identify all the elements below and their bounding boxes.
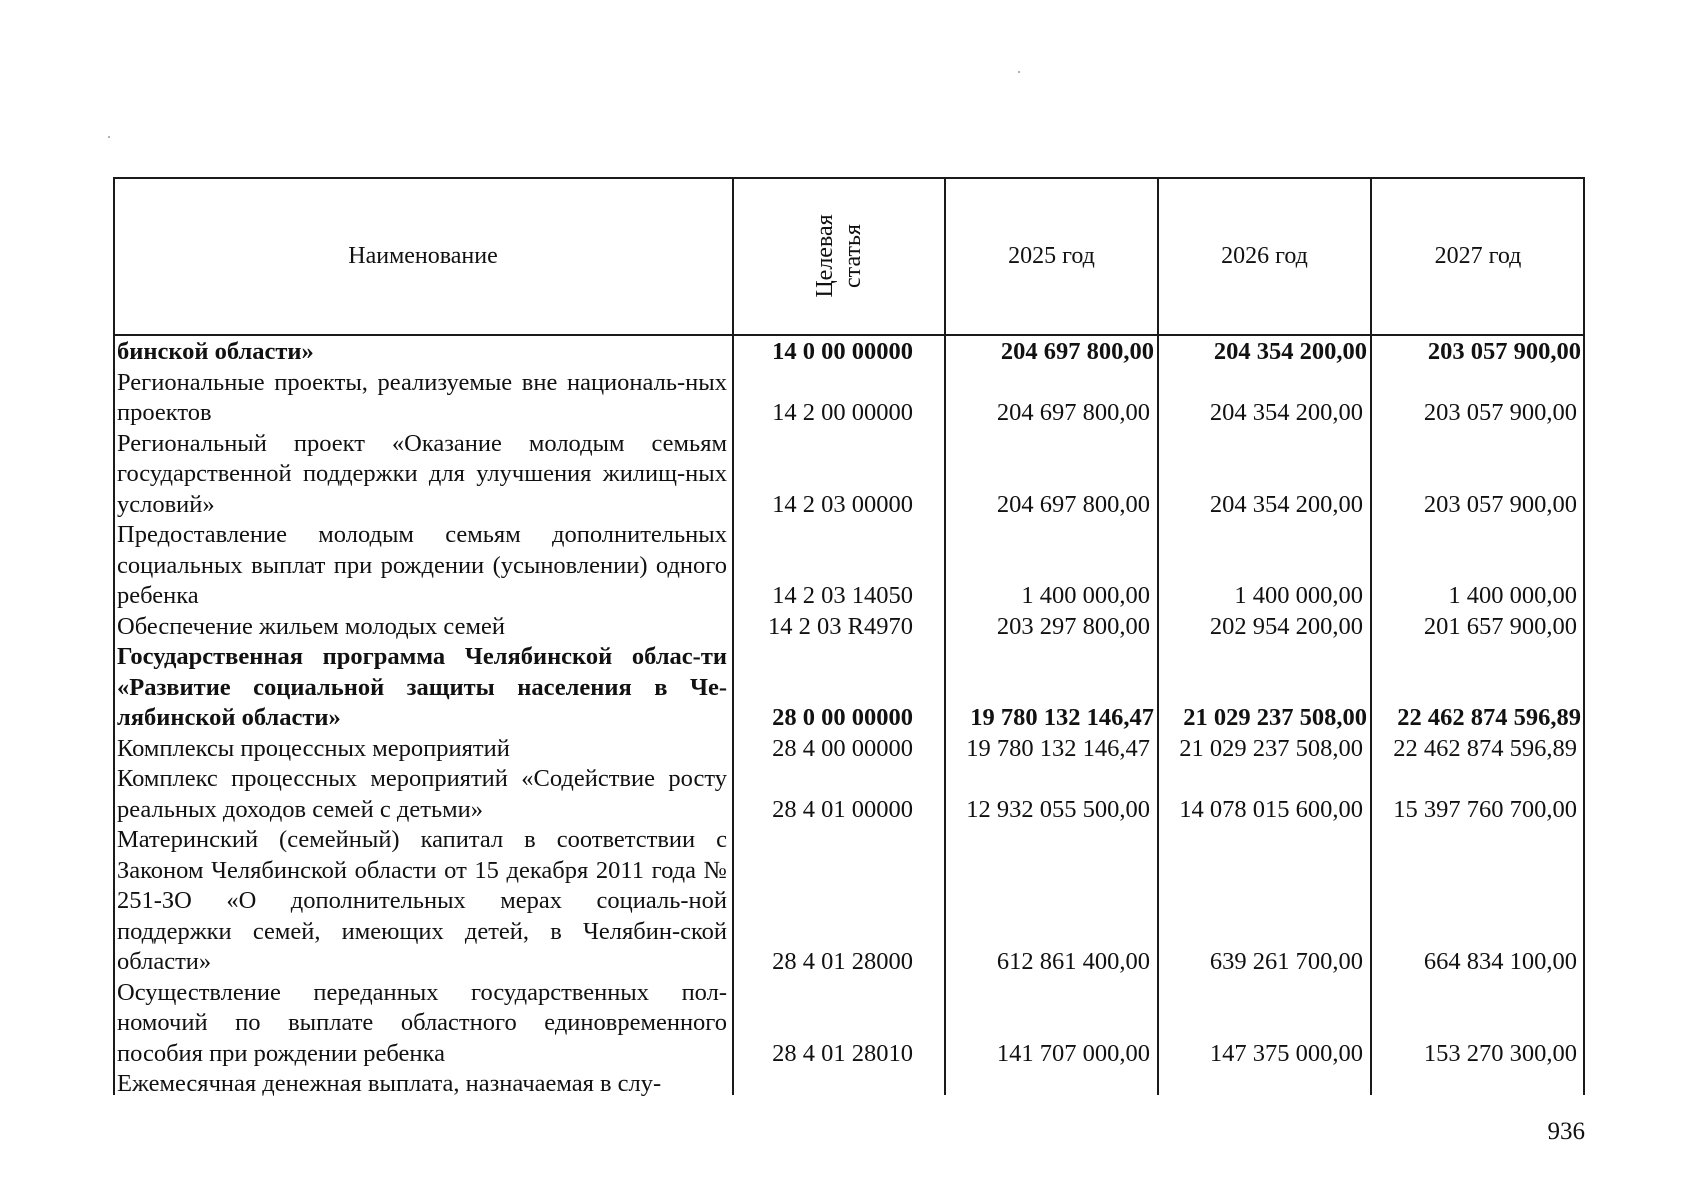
- row-value-2027: 203 057 900,00: [1423, 399, 1577, 426]
- row-name: Материнский (семейный) капитал в соответствии с Законом Челябинской области от 15 декабря 2011 года № 251-ЗО «О дополнительных мерах социаль-ной поддержки семей, имеющих детей, в Челябин-ской области»: [117, 826, 727, 975]
- row-value-2025: 204 697 800,00: [1000, 338, 1154, 365]
- row-name: Региональные проекты, реализуемые вне националь-ных проектов: [117, 368, 727, 426]
- row-value-2025: 203 297 800,00: [996, 612, 1150, 640]
- row-value-2025: 12 932 055 500,00: [966, 795, 1150, 823]
- row-value-2025: 612 861 400,00: [996, 948, 1150, 975]
- row-value-2026: 204 354 200,00: [1209, 399, 1363, 426]
- header-2026: [1158, 177, 1371, 335]
- header-2025: [945, 177, 1158, 335]
- table-row: [113, 734, 1585, 765]
- table-row: [113, 429, 1585, 521]
- row-name: Предоставление молодым семьям дополнительных социальных выплат при рождении (усыновлении) одного ребенка: [117, 521, 727, 609]
- header-target-line2: статья: [840, 224, 866, 288]
- row-name: Государственная программа Челябинской облас-ти «Развитие социальной защиты населения в Че-лябинской области»: [117, 643, 727, 731]
- row-value-2027: 201 657 900,00: [1423, 612, 1577, 640]
- row-value-2026: 21 029 237 508,00: [1183, 704, 1367, 731]
- scan-speck: [108, 136, 110, 138]
- header-target-article: [733, 177, 945, 335]
- row-value-2026: 639 261 700,00: [1209, 948, 1363, 975]
- row-name: Комплекс процессных мероприятий «Содействие росту реальных доходов семей с детьми»: [117, 765, 727, 823]
- header-target-article-label: [811, 214, 867, 297]
- row-name: Комплексы процессных мероприятий: [117, 734, 510, 762]
- header-name: [113, 177, 733, 335]
- header-2027: [1371, 177, 1585, 335]
- row-value-2027: 1 400 000,00: [1448, 582, 1577, 609]
- row-value-2027: 203 057 900,00: [1427, 338, 1581, 365]
- row-value-2026: 204 354 200,00: [1209, 490, 1363, 518]
- row-value-2027: 203 057 900,00: [1423, 490, 1577, 518]
- row-value-2026: 14 078 015 600,00: [1179, 795, 1363, 823]
- table-row: [113, 642, 1585, 734]
- table-row: [113, 1069, 1585, 1100]
- table-row: [113, 612, 1585, 643]
- row-name: Региональный проект «Оказание молодым семьям государственной поддержки для улучшения жилищ-ных условий»: [117, 429, 727, 518]
- row-value-2025: 19 780 132 146,47: [966, 734, 1150, 762]
- row-value-2027: 22 462 874 596,89: [1397, 704, 1581, 731]
- row-value-2027: 153 270 300,00: [1423, 1039, 1577, 1067]
- row-value-2025: [945, 1069, 1158, 1100]
- row-code: 14 0 00 00000: [772, 338, 913, 365]
- row-value-2025: 204 697 800,00: [996, 399, 1150, 426]
- row-value-2027: 22 462 874 596,89: [1393, 734, 1577, 762]
- table-body: [113, 337, 1585, 1100]
- row-name: Осуществление переданных государственных пол-номочий по выплате областного единовременного пособия при рождении ребенка: [117, 978, 727, 1067]
- table-row: [113, 337, 1585, 368]
- row-code: 28 4 01 28000: [772, 948, 913, 975]
- header-name-label: Наименование: [348, 242, 498, 269]
- table-row: [113, 520, 1585, 612]
- row-code: 14 2 03 14050: [772, 582, 913, 609]
- header-2025-label: 2025 год: [1008, 242, 1095, 269]
- table-row: [113, 825, 1585, 978]
- header-2027-label: 2027 год: [1434, 242, 1522, 269]
- header-target-line1: Целевая: [812, 214, 838, 298]
- row-code: 28 0 00 00000: [772, 704, 913, 731]
- row-value-2026: 21 029 237 508,00: [1179, 734, 1363, 762]
- row-code: [733, 1069, 945, 1100]
- row-name: бинской области»: [117, 338, 314, 365]
- row-value-2026: 202 954 200,00: [1209, 612, 1363, 640]
- header-2026-label: 2026 год: [1221, 242, 1308, 269]
- row-code: 14 2 03 R4970: [768, 612, 913, 640]
- row-value-2026: 1 400 000,00: [1234, 582, 1363, 609]
- row-value-2025: 141 707 000,00: [996, 1039, 1150, 1067]
- row-value-2026: 204 354 200,00: [1213, 338, 1367, 365]
- table-row: [113, 764, 1585, 825]
- row-value-2027: [1371, 1069, 1585, 1100]
- row-code: 28 4 01 28010: [772, 1039, 913, 1067]
- row-name: Ежемесячная денежная выплата, назначаемая в слу-: [117, 1070, 662, 1097]
- row-value-2027: 664 834 100,00: [1423, 948, 1577, 975]
- row-value-2025: 19 780 132 146,47: [970, 704, 1154, 731]
- row-value-2027: 15 397 760 700,00: [1393, 795, 1577, 823]
- row-code: 28 4 00 00000: [772, 734, 913, 762]
- row-value-2025: 204 697 800,00: [996, 490, 1150, 518]
- budget-table: [113, 177, 1585, 1095]
- row-value-2025: 1 400 000,00: [1021, 582, 1150, 609]
- row-code: 28 4 01 00000: [772, 795, 913, 823]
- table-row: [113, 368, 1585, 429]
- scan-speck: [1018, 71, 1020, 73]
- table-row: [113, 978, 1585, 1070]
- row-code: 14 2 00 00000: [772, 399, 913, 426]
- row-value-2026: 147 375 000,00: [1209, 1039, 1363, 1067]
- row-value-2026: [1158, 1069, 1371, 1100]
- row-name: Обеспечение жильем молодых семей: [117, 612, 505, 640]
- page-number: 936: [1547, 1118, 1585, 1145]
- row-code: 14 2 03 00000: [772, 490, 913, 518]
